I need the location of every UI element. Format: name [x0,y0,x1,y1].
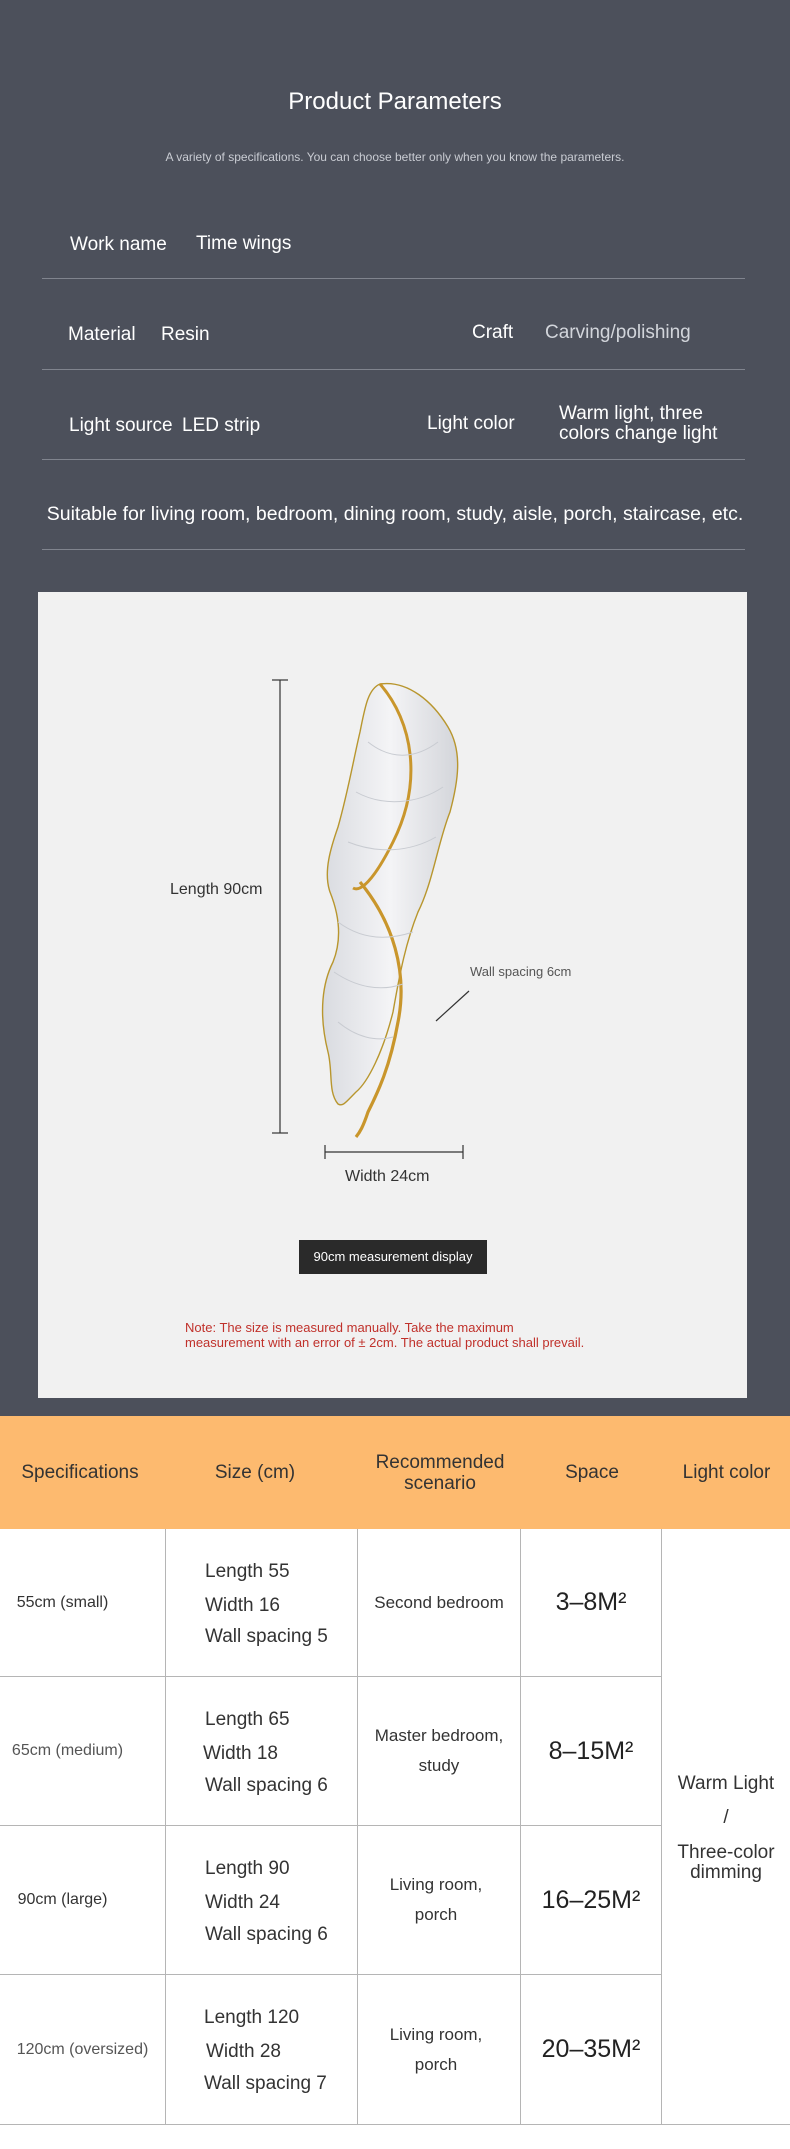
table-row-spec: 55cm (small) [16,1593,109,1611]
table-row-length: Length 120 [204,2007,300,2028]
table-row-length: Length 90 [205,1858,290,1879]
header-space: Space [565,1462,619,1483]
table-header [0,1416,790,1529]
light-color-line: Three-color [677,1841,775,1863]
note-line-2: measurement with an error of ± 2cm. The actual product shall prevail. [185,1335,585,1350]
header-size: Size (cm) [214,1462,296,1483]
header-specifications: Specifications [21,1462,139,1483]
header-scenario: Recommended scenario [375,1451,505,1494]
table-row-length: Length 55 [205,1561,290,1582]
table-row-spec: 65cm (medium) [11,1742,124,1759]
header-light-color: Light color [682,1462,771,1483]
table-row-spec: 90cm (large) [17,1891,108,1908]
material-value: Resin [161,324,210,345]
table-row-width: Width 24 [205,1892,280,1913]
column-divider [165,1529,166,2125]
row-divider [0,2124,790,2125]
divider [42,278,745,279]
measurement-panel [38,592,747,1398]
work-name-value: Time wings [196,233,292,254]
table-row-space: 8–15M² [548,1736,634,1765]
table-row-space: 3–8M² [555,1588,627,1616]
light-color-value-line1: Warm light, three [559,403,703,424]
table-row-width: Width 28 [206,2041,281,2062]
light-color-value-line2: colors change light [559,423,718,444]
light-color-line: Warm Light [677,1772,775,1794]
table-row-width: Width 16 [205,1595,280,1616]
table-row-scenario: Living room, porch [389,2024,483,2074]
note-line-1: Note: The size is measured manually. Take the maximum [185,1320,514,1335]
measurement-badge: 90cm measurement display [299,1240,487,1274]
table-row-wall: Wall spacing 6 [205,1924,328,1945]
divider [42,549,745,550]
width-label: Width 24cm [345,1168,430,1185]
divider [42,369,745,370]
length-label: Length 90cm [170,881,263,898]
table-row-width: Width 18 [203,1743,278,1764]
work-name-label: Work name [70,234,167,255]
page-subtitle: A variety of specifications. You can choose better only when you know the parameters. [165,150,625,164]
light-color-line: / [723,1806,729,1828]
table-row-wall: Wall spacing 5 [205,1626,328,1647]
divider [42,459,745,460]
light-color-label: Light color [427,413,515,434]
light-color-cell [662,1529,790,2124]
suitable-text: Suitable for living room, bedroom, dining room, study, aisle, porch, staircase, etc. [46,503,744,525]
material-label: Material [68,324,136,345]
craft-label: Craft [472,322,514,343]
table-row-scenario: Second bedroom [374,1592,504,1612]
table-row-scenario: Master bedroom, study [374,1726,504,1775]
measurement-note [185,1320,685,1350]
table-row-space: 16–25M² [541,1885,641,1914]
table-row-space: 20–35M² [541,2035,641,2063]
spec-table [0,1529,790,2149]
table-row-wall: Wall spacing 7 [204,2073,327,2094]
table-row-spec: 120cm (oversized) [16,2040,149,2058]
light-source-value: LED strip [182,415,261,436]
light-color-line: dimming [690,1861,762,1883]
table-row-length: Length 65 [205,1709,290,1730]
table-row-wall: Wall spacing 6 [205,1775,328,1796]
page-title: Product Parameters [288,88,502,115]
table-row-scenario: Living room, porch [389,1875,483,1924]
craft-value: Carving/polishing [545,322,691,343]
feather-illustration [38,592,747,1398]
light-source-label: Light source [69,415,173,436]
wall-spacing-label: Wall spacing 6cm [470,964,572,979]
